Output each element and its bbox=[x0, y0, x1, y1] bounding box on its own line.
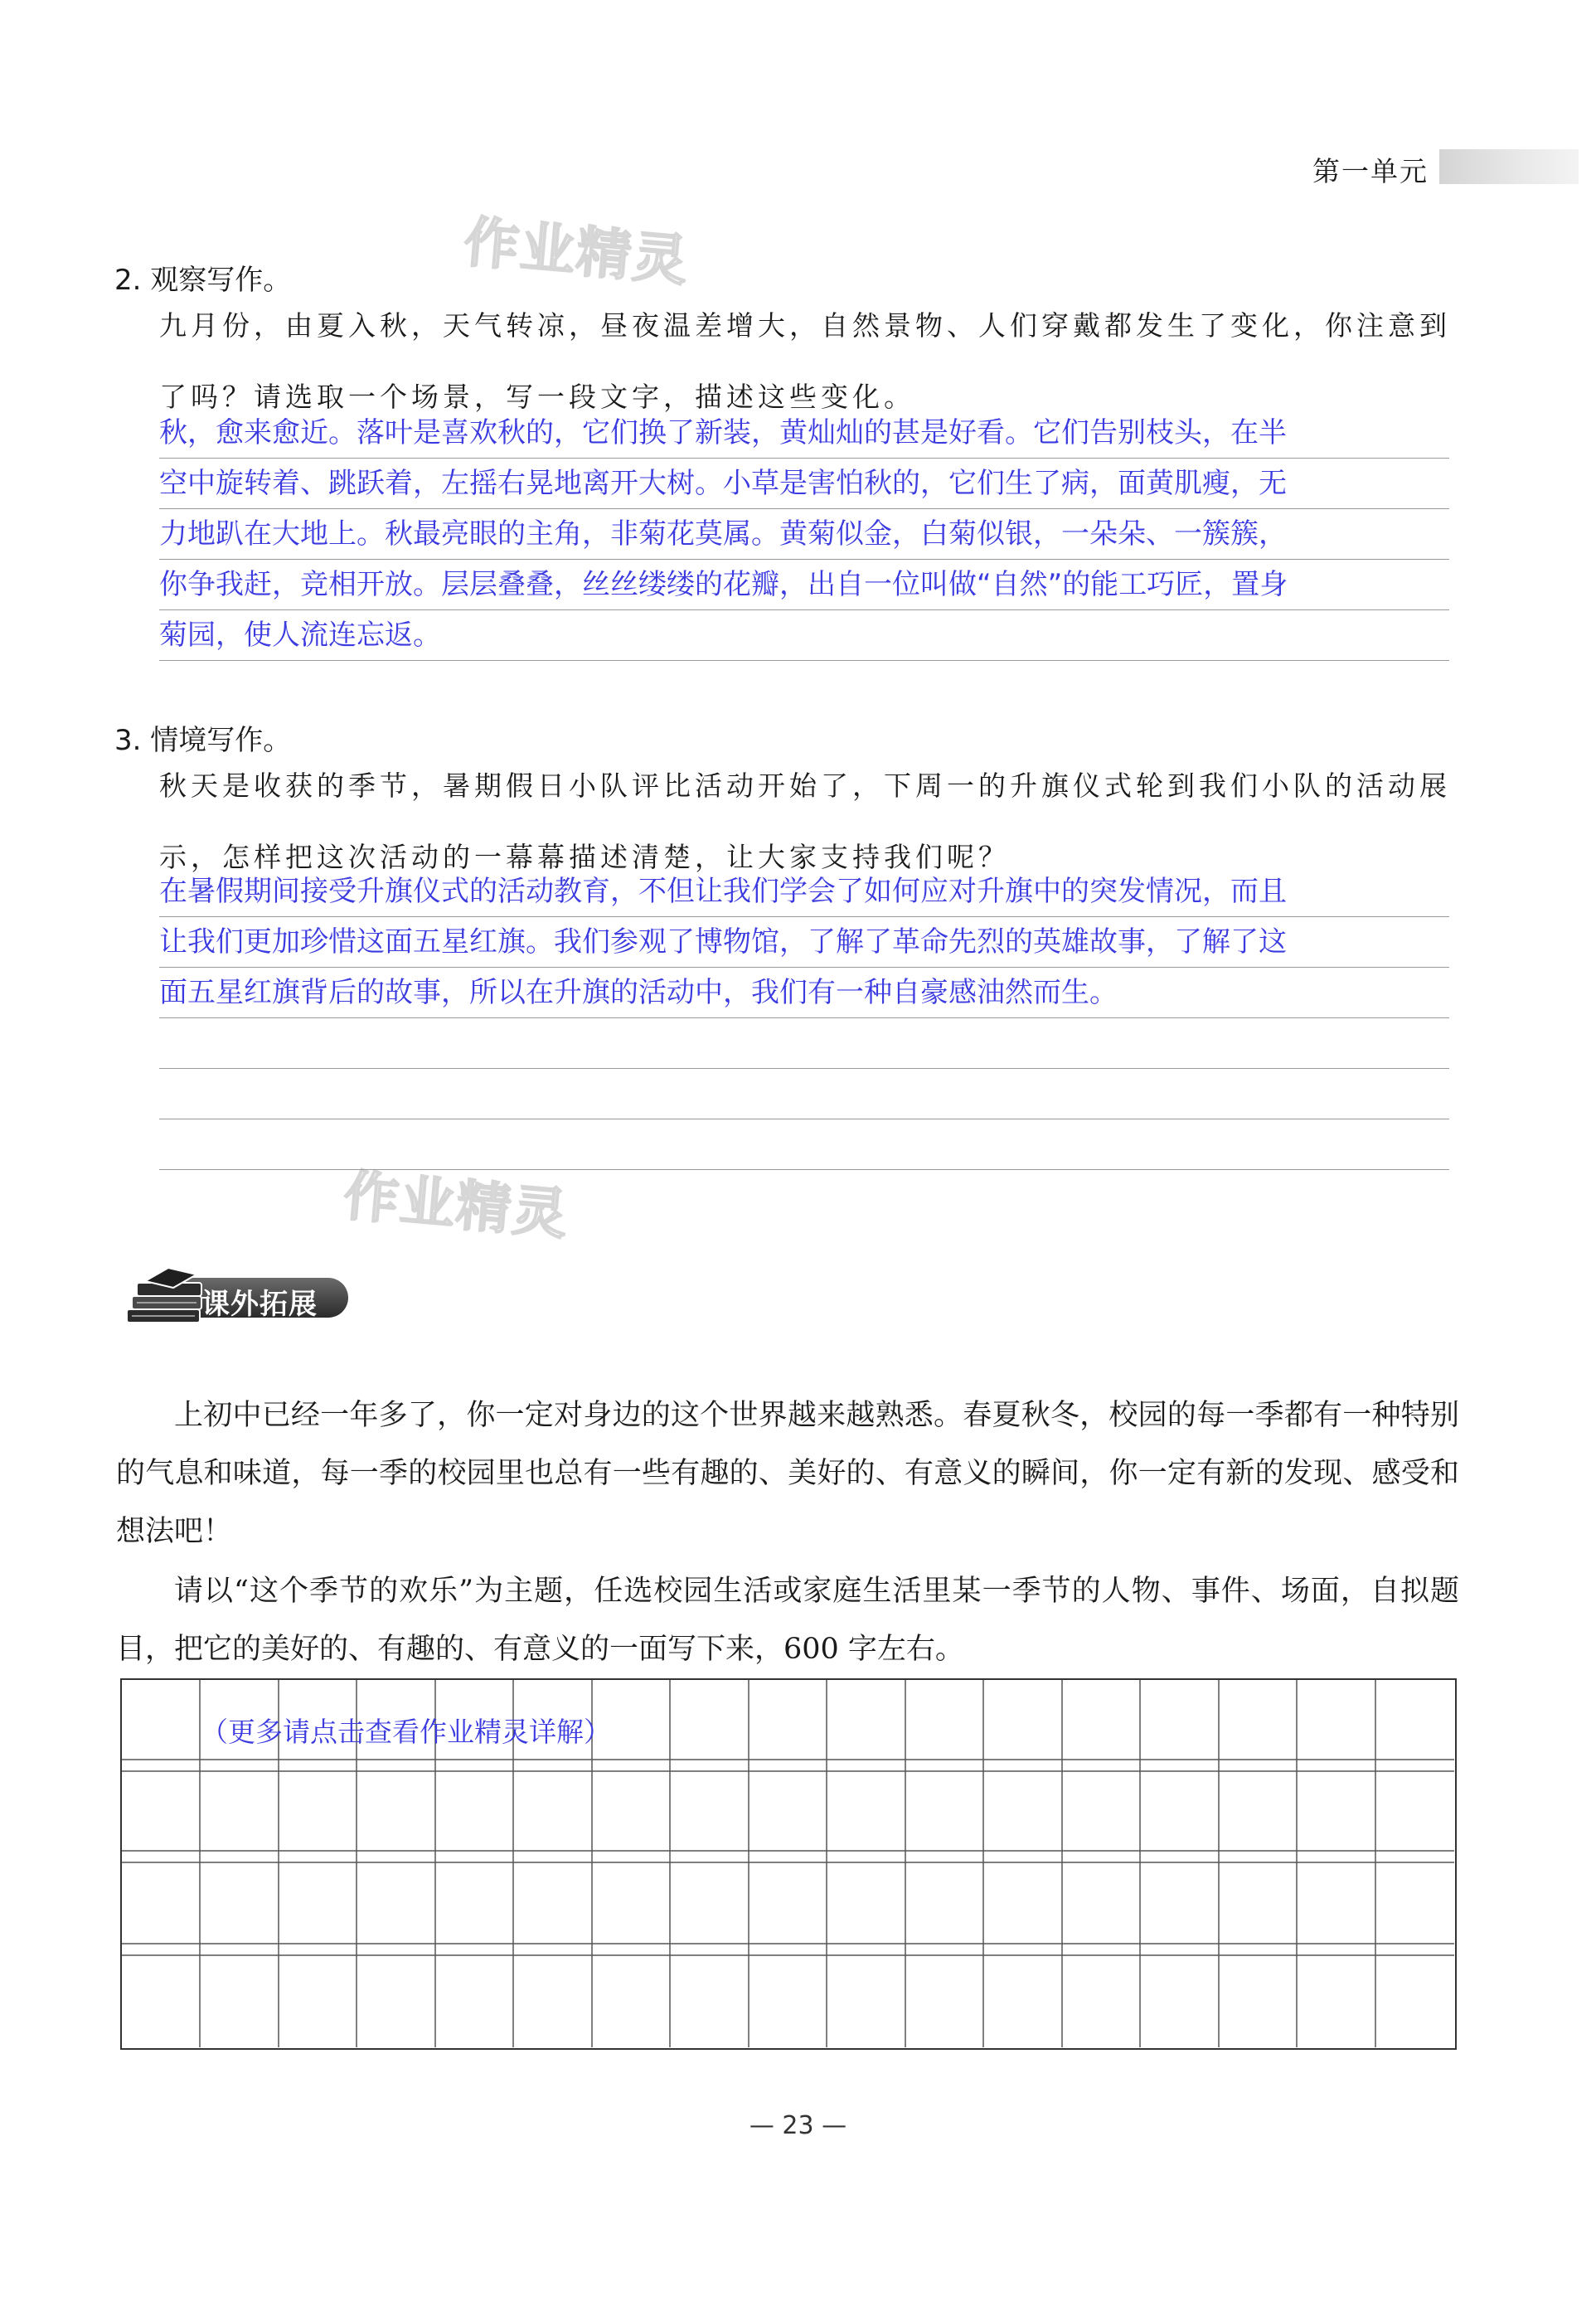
section-title: 课外拓展 bbox=[201, 1288, 318, 1321]
question-3-answer-lines bbox=[159, 867, 1449, 1170]
question-3-title: 3. 情境写作。 bbox=[114, 724, 292, 757]
extension-paragraph-1: 上初中已经一年多了，你一定对身边的这个世界越来越熟悉。春夏秋冬，校园的每一季都有一种特别的气息和味道，每一季的校园里也总有一些有趣的、美好的、有意义的瞬间，你一定有新的发现、感受和想法吧！ bbox=[116, 1399, 1459, 1548]
answer-line: 菊园，使人流连忘返。 bbox=[159, 610, 1449, 661]
question-2-prompt: 九月份，由夏入秋，天气转凉，昼夜温差增大，自然景物、人们穿戴都发生了变化，你注意到了吗？请选取一个场景，写一段文字，描述这些变化。 bbox=[159, 309, 1451, 413]
header-bar bbox=[1439, 149, 1579, 184]
answer-line: 面五星红旗背后的故事，所以在升旗的活动中，我们有一种自豪感油然而生。 bbox=[159, 968, 1449, 1018]
answer-line: 力地趴在大地上。秋最亮眼的主角，非菊花莫属。黄菊似金，白菊似银，一朵朵、一簇簇， bbox=[159, 509, 1449, 560]
watermark-top: 作业精灵 bbox=[461, 210, 692, 294]
extension-paragraph-2: 请以“这个季节的欢乐”为主题，任选校园生活或家庭生活里某一季节的人物、事件、场面，自拟题目，把它的美好的、有趣的、有意义的一面写下来，600 字左右。 bbox=[116, 1575, 1459, 1666]
answer-line bbox=[159, 1119, 1449, 1170]
question-2-answer-lines bbox=[159, 408, 1449, 661]
answer-line: 空中旋转着、跳跃着，左摇右晃地离开大树。小草是害怕秋的，它们生了病，面黄肌瘦，无 bbox=[159, 459, 1449, 509]
question-3-prompt: 秋天是收获的季节，暑期假日小队评比活动开始了，下周一的升旗仪式轮到我们小队的活动展示，怎样把这次活动的一幕幕描述清楚，让大家支持我们呢？ bbox=[159, 770, 1451, 873]
section-badge bbox=[120, 1263, 357, 1336]
answer-line bbox=[159, 1069, 1449, 1119]
watermark-middle: 作业精灵 bbox=[341, 1163, 572, 1247]
unit-label: 第一单元 bbox=[1312, 155, 1429, 187]
answer-line bbox=[159, 1018, 1449, 1069]
answer-line: 在暑假期间接受升旗仪式的活动教育，不但让我们学会了如何应对升旗中的突发情况，而且 bbox=[159, 867, 1449, 917]
books-icon bbox=[120, 1263, 211, 1336]
answer-line: 让我们更加珍惜这面五星红旗。我们参观了博物馆，了解了革命先烈的英雄故事，了解了这 bbox=[159, 917, 1449, 968]
page-number: — 23 — bbox=[749, 2111, 847, 2140]
grid-hint-link[interactable]: （更多请点击查看作业精灵详解） bbox=[201, 1716, 611, 1748]
answer-line: 你争我赶，竞相开放。层层叠叠，丝丝缕缕的花瓣，出自一位叫做“自然”的能工巧匠，置身 bbox=[159, 560, 1449, 610]
question-2-title: 2. 观察写作。 bbox=[114, 264, 292, 297]
answer-line: 秋，愈来愈近。落叶是喜欢秋的，它们换了新装，黄灿灿的甚是好看。它们告别枝头，在半 bbox=[159, 408, 1449, 459]
